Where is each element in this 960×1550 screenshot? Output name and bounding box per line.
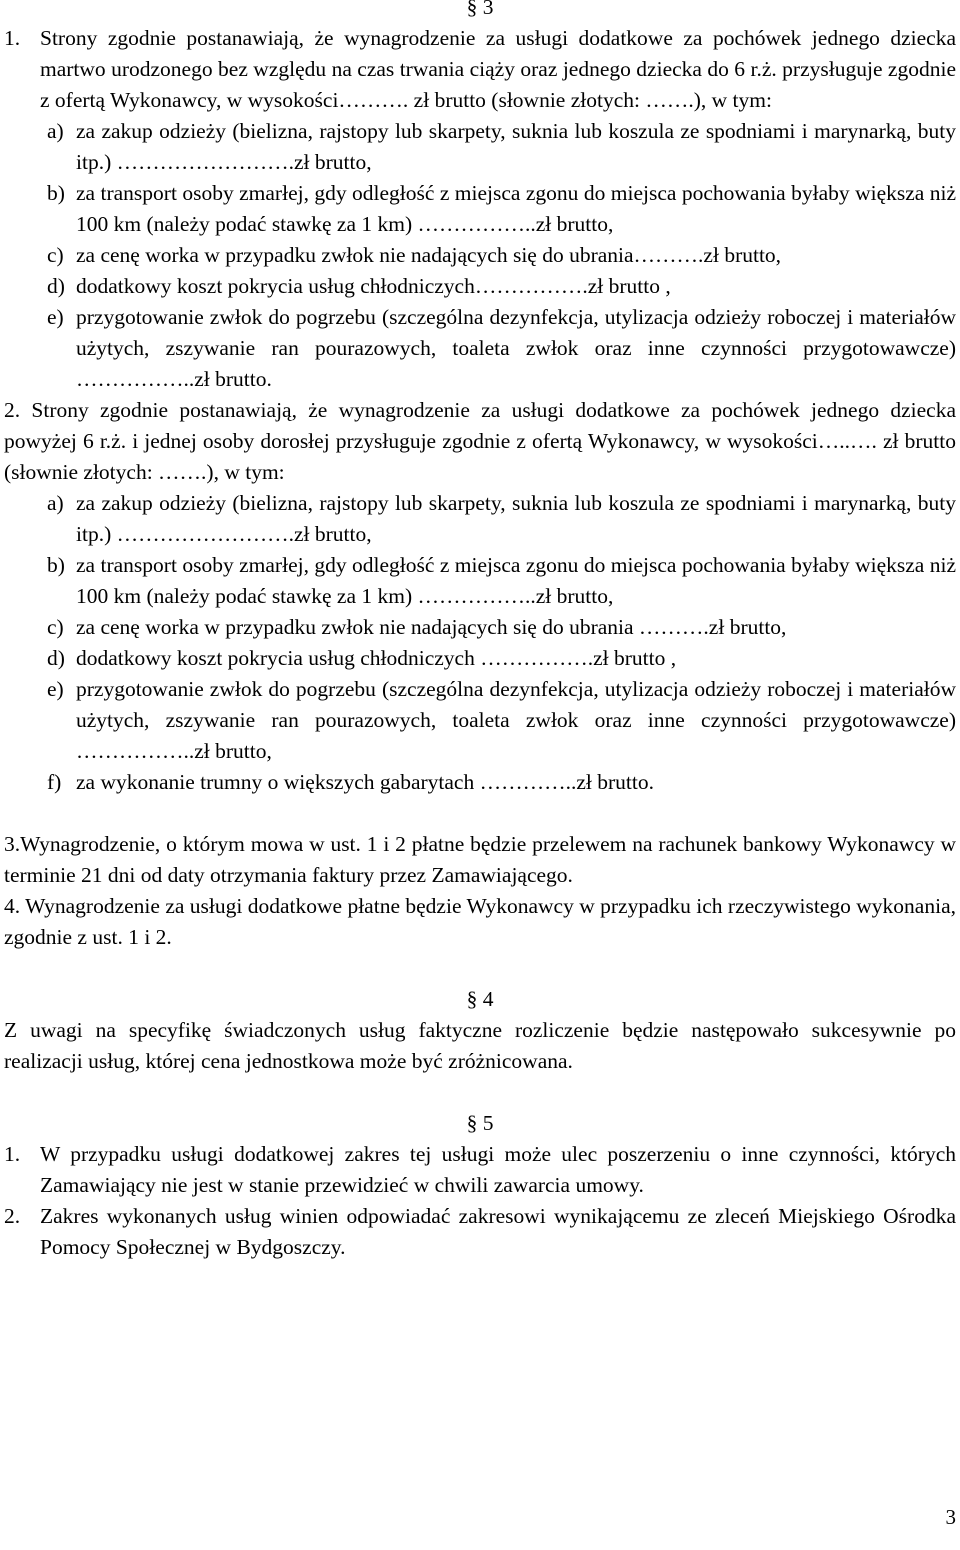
- item-2-sub-b: b) za transport osoby zmarłej, gdy odległość z miejsca zgonu do miejsca pochowania byłaby większa niż 100 km (należy podać stawkę za 1 km) ……………..zł brutto,: [47, 553, 956, 608]
- item-2-sub-f: f) za wykonanie trumny o większych gabarytach …………..zł brutto.: [47, 770, 654, 794]
- section-4-heading: § 4: [466, 987, 494, 1011]
- section-3-item-4: 4. Wynagrodzenie za usługi dodatkowe płatne będzie Wykonawcy w przypadku ich rzeczywistego wykonania, zgodnie z ust. 1 i 2.: [4, 894, 956, 949]
- item-2-sub-a: a) za zakup odzieży (bielizna, rajstopy lub skarpety, suknia lub koszula ze spodniami i marynarką, buty itp.) …………………….zł brutto,: [47, 491, 956, 546]
- section-5-item-2: 2. Zakres wykonanych usług winien odpowiadać zakresowi wynikającemu ze zleceń Miejskiego Ośrodka Pomocy Społecznej w Bydgoszczy.: [4, 1204, 956, 1259]
- item-1-sub-c: c) za cenę worka w przypadku zwłok nie nadających się do ubrania……….zł brutto,: [47, 243, 782, 267]
- item-2-sub-d: d) dodatkowy koszt pokrycia usług chłodniczych …………….zł brutto ,: [47, 646, 677, 670]
- section-3-item-1: [4, 23, 956, 116]
- section-4-text: Z uwagi na specyfikę świadczonych usług faktyczne rozliczenie będzie następowało sukcesywnie po realizacji usług, której cena jednostkowa może być zróżnicowana.: [4, 1018, 956, 1073]
- section-3-item-2: 2. Strony zgodnie postanawiają, że wynagrodzenie za usługi dodatkowe za pochówek jednego dziecka powyżej 6 r.ż. i jednej osoby dorosłej przysługuje zgodnie z ofertą Wykonawcy, w wysokości…..…. zł brutto (słownie złotych: …….), w tym:: [4, 398, 956, 484]
- spacer: [4, 953, 956, 984]
- section-3-item-3: 3.Wynagrodzenie, o którym mowa w ust. 1 i 2 płatne będzie przelewem na rachunek bankowy Wykonawcy w terminie 21 dni od daty otrzymania faktury przez Zamawiającego.: [4, 832, 956, 887]
- item-1-sub-b: b) za transport osoby zmarłej, gdy odległość z miejsca zgonu do miejsca pochowania byłaby większa niż 100 km (należy podać stawkę za 1 km) ……………..zł brutto,: [47, 181, 956, 236]
- spacer: [4, 798, 956, 829]
- item-1-sub-a: a) za zakup odzieży (bielizna, rajstopy lub skarpety, suknia lub koszula ze spodniami i marynarką, buty itp.) …………………….zł brutto,: [47, 119, 956, 174]
- section-5-heading: § 5: [466, 1111, 494, 1135]
- section-5-item-1: 1. W przypadku usługi dodatkowej zakres tej usługi może ulec poszerzeniu o inne czynności, których Zamawiający nie jest w stanie przewidzieć w chwili zawarcia umowy.: [4, 1142, 956, 1197]
- item-1-sub-d: d) dodatkowy koszt pokrycia usług chłodniczych…………….zł brutto ,: [47, 274, 671, 298]
- item-2-sub-e: e) przygotowanie zwłok do pogrzebu (szczególna dezynfekcja, utylizacja odzieży roboczej i materiałów użytych, zszywanie ran pourazowych, toaleta zwłok oraz inne czynności przygotowawcze) ……………..zł brutto,: [47, 677, 956, 763]
- spacer: [4, 1077, 956, 1108]
- item-1-sub-e: e) przygotowanie zwłok do pogrzebu (szczególna dezynfekcja, utylizacja odzieży roboczej i materiałów użytych, zszywanie ran pourazowych, toaleta zwłok oraz inne czynności przygotowawcze) ……………..zł brutto.: [47, 305, 956, 391]
- item-2-sub-c: c) za cenę worka w przypadku zwłok nie nadających się do ubrania ……….zł brutto,: [47, 615, 787, 639]
- section-3-heading: § 3: [466, 0, 494, 19]
- item-text: Strony zgodnie postanawiają, że wynagrodzenie za usługi dodatkowe za pochówek jednego dziecka martwo urodzonego bez względu na czas trwania ciąży oraz jednego dziecka do 6 r.ż. przysługuje zgodnie z ofertą Wykonawcy, w wysokości………. zł brutto (słownie złotych: …….), w tym:: [40, 26, 956, 112]
- item-number: 1.: [4, 26, 21, 50]
- page-number: 3: [945, 1505, 956, 1529]
- document-page: [4, 0, 956, 1263]
